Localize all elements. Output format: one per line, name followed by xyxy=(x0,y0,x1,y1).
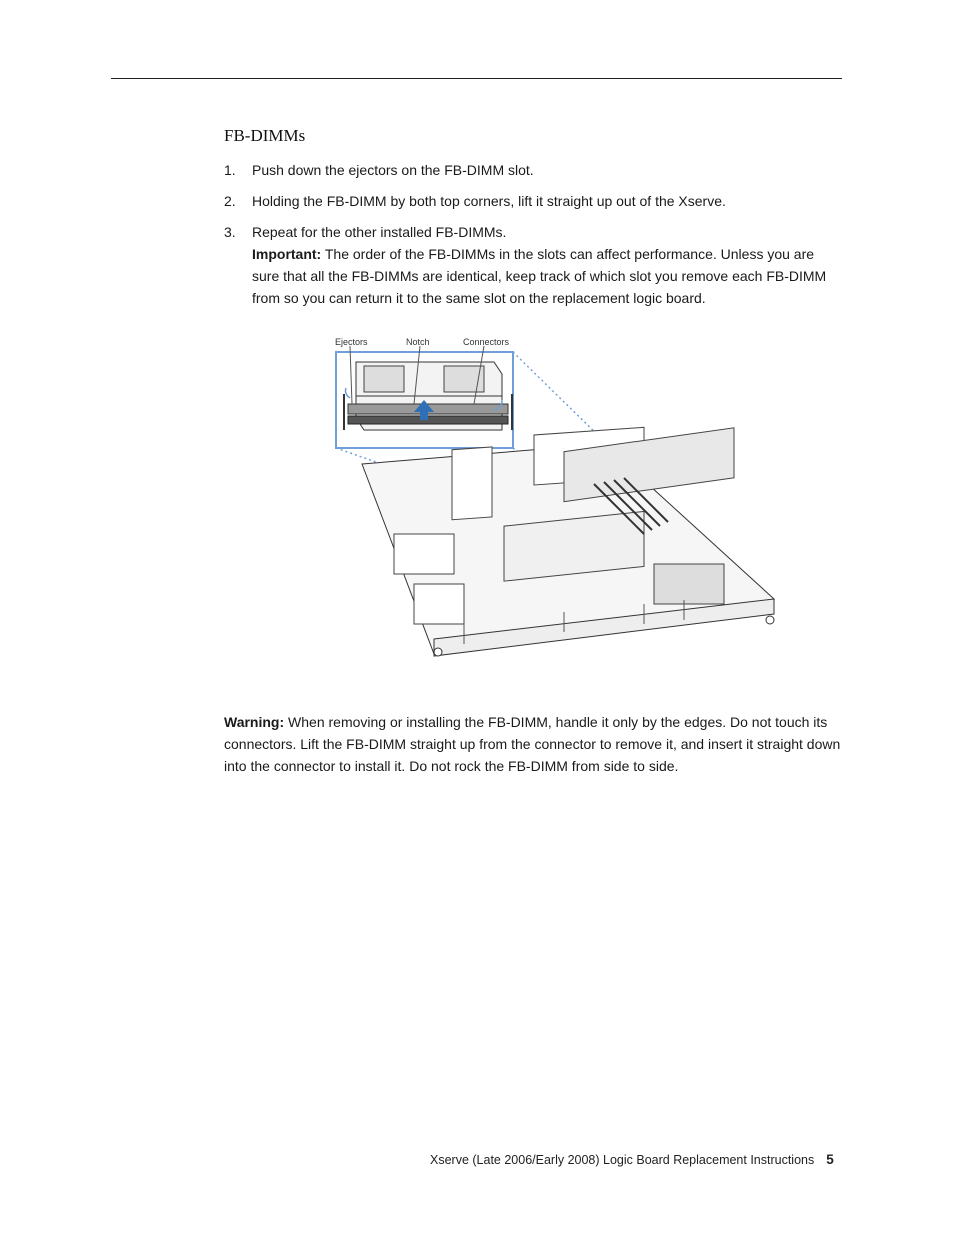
step-number: 3. xyxy=(224,224,236,240)
xserve-illustration xyxy=(334,334,780,668)
step-text: Push down the ejectors on the FB-DIMM slot. xyxy=(252,162,534,178)
step-text: Repeat for the other installed FB-DIMMs. xyxy=(252,224,507,240)
warning-text: When removing or installing the FB-DIMM, handle it only by the edges. Do not touch its connectors. Lift the FB-DIMM straight up from the connector to remove it, and insert it straight down into the connector to install it. Do not rock the FB-DIMM from side to side. xyxy=(224,714,841,774)
important-label: Important: xyxy=(252,246,322,262)
callout-ejectors: Ejectors xyxy=(335,337,368,347)
callout-notch: Notch xyxy=(406,337,430,347)
section-heading: FB-DIMMs xyxy=(224,126,306,145)
fb-dimm-figure xyxy=(334,334,780,668)
step-number: 1. xyxy=(224,162,236,178)
important-note xyxy=(252,243,844,309)
warning-label: Warning: xyxy=(224,714,285,730)
step-number: 2. xyxy=(224,193,236,209)
warning-note xyxy=(224,711,846,777)
callout-connectors: Connectors xyxy=(463,337,510,347)
xserve-chassis-icon xyxy=(362,427,774,656)
footer-title: Xserve (Late 2006/Early 2008) Logic Board Replacement Instructions xyxy=(430,1153,815,1167)
header-rule xyxy=(111,78,842,79)
important-text: The order of the FB-DIMMs in the slots can affect performance. Unless you are sure that all the FB-DIMMs are identical, keep track of which slot you remove each FB-DIMM from so you can return it to the same slot on the replacement logic board. xyxy=(252,246,827,306)
step-text: Holding the FB-DIMM by both top corners, lift it straight up out of the Xserve. xyxy=(252,193,726,209)
step-body xyxy=(252,221,844,309)
page-number: 5 xyxy=(826,1152,834,1167)
page-footer xyxy=(430,1152,834,1167)
